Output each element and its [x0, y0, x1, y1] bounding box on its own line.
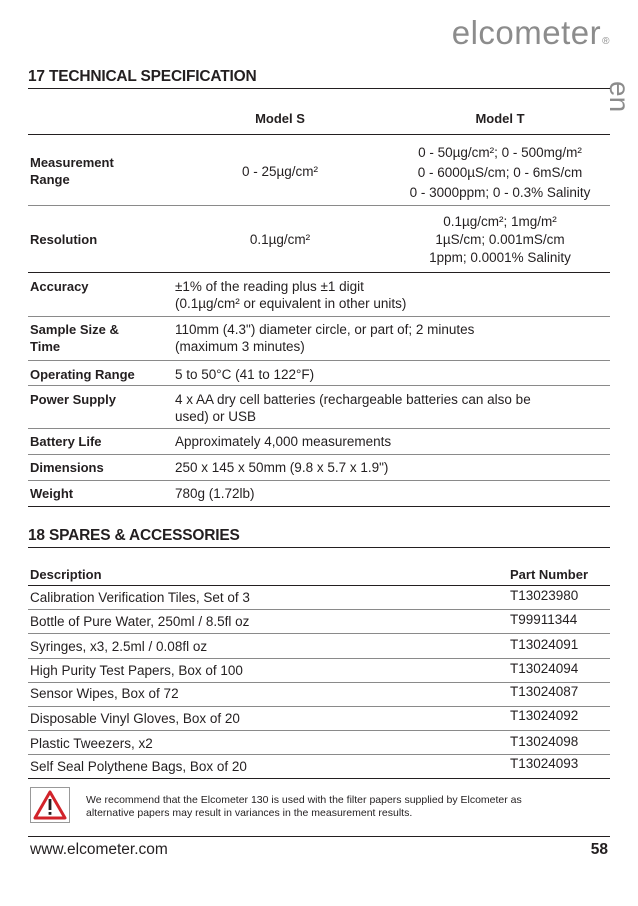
- spare-part: T13024091: [510, 637, 579, 652]
- spec-title-rule: [28, 88, 610, 89]
- sample-size-value: 110mm (4.3") diameter circle, or part of; 2 minutes (maximum 3 minutes): [175, 322, 475, 354]
- label-power-supply: Power Supply: [30, 392, 116, 407]
- label-battery-life: Battery Life: [30, 434, 102, 449]
- spare-desc: Disposable Vinyl Gloves, Box of 20: [30, 711, 240, 726]
- resolution-s: 0.1µg/cm²: [249, 232, 311, 247]
- col-model-s: Model S: [255, 111, 305, 126]
- spares-title-rule: [28, 547, 610, 548]
- power-supply-value: 4 x AA dry cell batteries (rechargeable batteries can also be used) or USB: [175, 392, 531, 424]
- row-rule: [28, 633, 610, 634]
- row-rule: [28, 316, 610, 317]
- spare-desc: High Purity Test Papers, Box of 100: [30, 663, 243, 678]
- dimensions-value: 250 x 145 x 50mm (9.8 x 5.7 x 1.9"): [175, 460, 389, 475]
- spares-section-title: 18 SPARES & ACCESSORIES: [28, 527, 240, 544]
- weight-value: 780g (1.72lb): [175, 486, 255, 501]
- col-part-number: Part Number: [510, 567, 589, 582]
- spare-desc: Sensor Wipes, Box of 72: [30, 686, 179, 701]
- spare-desc: Plastic Tweezers, x2: [30, 736, 153, 751]
- operating-range-value: 5 to 50°C (41 to 122°F): [175, 367, 315, 382]
- spare-part: T13024094: [510, 661, 579, 676]
- row-rule: [28, 272, 610, 273]
- spare-part: T13023980: [510, 588, 579, 603]
- page-number: 58: [590, 841, 608, 858]
- row-rule: [28, 609, 610, 610]
- col-model-t: Model T: [475, 111, 525, 126]
- row-rule: [28, 506, 610, 507]
- row-rule: [28, 658, 610, 659]
- spare-desc: Self Seal Polythene Bags, Box of 20: [30, 759, 247, 774]
- accuracy-value: ±1% of the reading plus ±1 digit (0.1µg/cm² or equivalent in other units): [175, 279, 407, 311]
- label-sample-size: Sample Size & Time: [30, 322, 119, 354]
- spare-part: T13024098: [510, 734, 579, 749]
- measurement-range-t: 0 - 50µg/cm²; 0 - 500mg/m² 0 - 6000µS/cm; 0 - 6mS/cm 0 - 3000ppm; 0 - 0.3% Salinity: [409, 145, 591, 200]
- spares-header-rule: [28, 585, 610, 586]
- recommendation-note: We recommend that the Elcometer 130 is used with the filter papers supplied by Elcometer as alternative papers may result in variances in the measurement results.: [86, 794, 522, 819]
- label-resolution: Resolution: [30, 232, 98, 247]
- spare-part: T13024087: [510, 684, 579, 699]
- spec-section-title: 17 TECHNICAL SPECIFICATION: [28, 68, 257, 85]
- spare-part: T13024092: [510, 708, 579, 723]
- spare-desc: Bottle of Pure Water, 250ml / 8.5fl oz: [30, 614, 250, 629]
- row-rule: [28, 428, 610, 429]
- label-dimensions: Dimensions: [30, 460, 104, 475]
- row-rule: [28, 480, 610, 481]
- measurement-range-s: 0 - 25µg/cm²: [241, 164, 319, 179]
- spare-part: T13024093: [510, 756, 579, 771]
- row-rule: [28, 360, 610, 361]
- row-rule: [28, 778, 610, 779]
- language-tab: en: [604, 81, 635, 113]
- row-rule: [28, 385, 610, 386]
- spec-header-rule: [28, 134, 610, 135]
- warning-icon: [30, 787, 70, 823]
- footer-rule: [28, 836, 610, 837]
- battery-life-value: Approximately 4,000 measurements: [175, 434, 392, 449]
- label-accuracy: Accuracy: [30, 279, 89, 294]
- footer-website-link[interactable]: www.elcometer.com: [30, 841, 168, 858]
- resolution-t: 0.1µg/cm²; 1mg/m² 1µS/cm; 0.001mS/cm 1ppm; 0.0001% Salinity: [429, 214, 571, 265]
- row-rule: [28, 730, 610, 731]
- spare-part: T99911344: [510, 612, 578, 627]
- label-weight: Weight: [30, 486, 74, 501]
- spare-desc: Syringes, x3, 2.5ml / 0.08fl oz: [30, 639, 208, 654]
- label-measurement-range: Measurement Range: [30, 155, 114, 187]
- col-description: Description: [30, 567, 102, 582]
- spare-desc: Calibration Verification Tiles, Set of 3: [30, 590, 250, 605]
- elcometer-logo: elcometer®: [451, 14, 610, 51]
- row-rule: [28, 454, 610, 455]
- label-operating-range: Operating Range: [30, 367, 135, 382]
- row-rule: [28, 205, 610, 206]
